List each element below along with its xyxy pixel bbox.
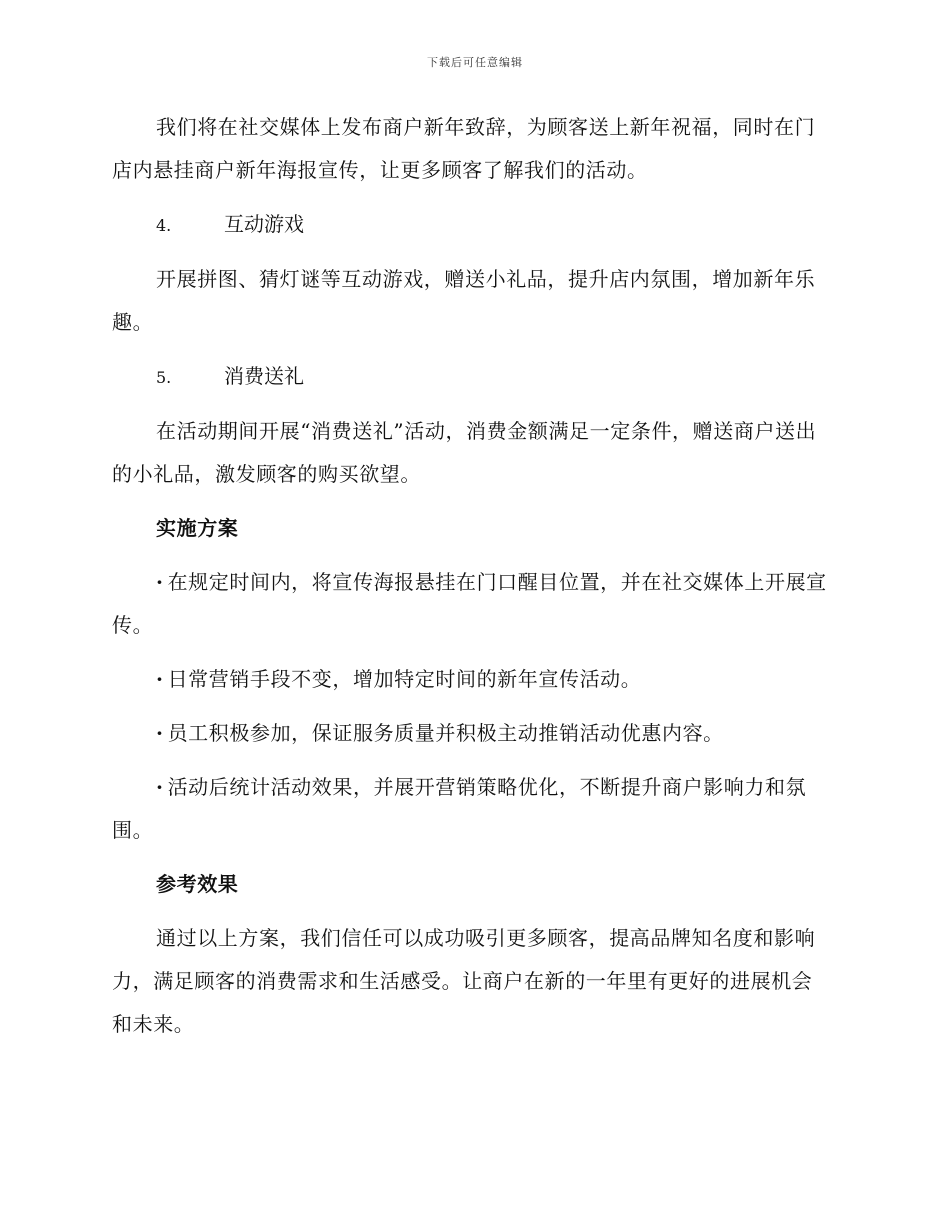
bullet-item xyxy=(112,712,832,755)
paragraph-new-year-greeting: 我们将在社交媒体上发布商户新年致辞，为顾客送上新年祝福，同时在门店内悬挂商户新年海报宣传，让更多顾客了解我们的活动。 xyxy=(112,115,816,182)
item-number: 5. xyxy=(156,368,172,387)
item-number: 4. xyxy=(156,216,172,235)
bullet-text: 员工积极参加，保证服务质量并积极主动推销活动优惠内容。 xyxy=(167,721,724,745)
bullet-icon: · xyxy=(156,570,164,594)
bullet-text: 在规定时间内，将宣传海报悬挂在门口醒目位置，并在社交媒体上开展宣传。 xyxy=(112,570,827,637)
item-title: 消费送礼 xyxy=(224,364,304,388)
bullet-item xyxy=(112,561,832,647)
bullet-icon: · xyxy=(156,775,164,799)
paragraph-gift-with-purchase: 在活动期间开展“消费送礼”活动，消费金额满足一定条件，赠送商户送出的小礼品，激发顾客的购买欲望。 xyxy=(112,419,817,486)
numbered-item-5 xyxy=(112,355,832,399)
bullet-item xyxy=(112,766,832,852)
bullet-item xyxy=(112,658,832,701)
header-note: 下载后可任意编辑 xyxy=(427,56,523,69)
document-body xyxy=(112,106,832,1057)
bullet-icon: · xyxy=(156,721,164,745)
bullet-text: 活动后统计活动效果，并展开营销策略优化，不断提升商户影响力和氛围。 xyxy=(112,775,807,842)
paragraph-expected-results: 通过以上方案，我们信任可以成功吸引更多顾客，提高品牌知名度和影响力，满足顾客的消费需求和生活感受。让商户在新的一年里有更好的进展机会和未来。 xyxy=(112,926,816,1036)
bullet-icon: · xyxy=(156,667,164,691)
item-title: 互动游戏 xyxy=(224,212,304,236)
paragraph-interactive-games: 开展拼图、猜灯谜等互动游戏，赠送小礼品，提升店内氛围，增加新年乐趣。 xyxy=(112,267,816,334)
section-heading-implementation: 实施方案 xyxy=(156,516,239,540)
bullet-text: 日常营销手段不变，增加特定时间的新年宣传活动。 xyxy=(167,667,642,691)
section-heading-expected-results: 参考效果 xyxy=(156,872,239,896)
numbered-item-4 xyxy=(112,203,832,247)
